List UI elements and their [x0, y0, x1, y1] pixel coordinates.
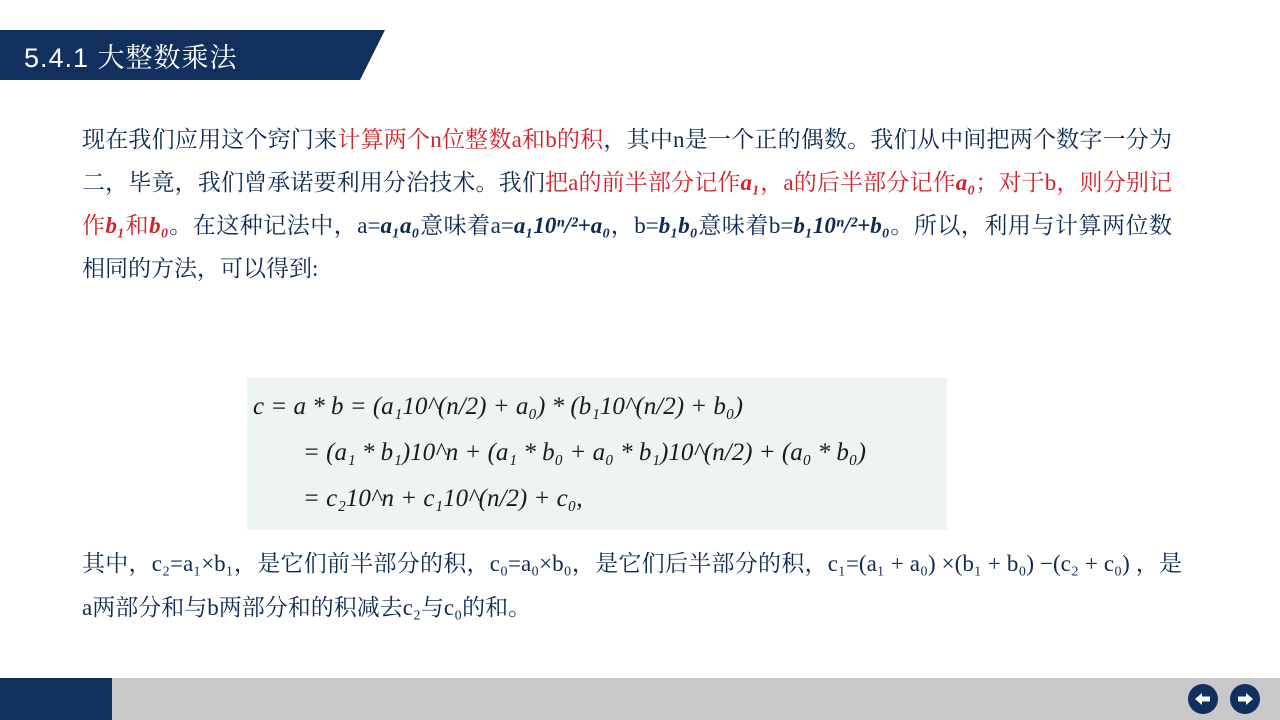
- text-seg-2-highlight: 计算两个n位整数a和b的积: [337, 127, 604, 152]
- var-b1b0: b₁b₀: [658, 213, 698, 238]
- expr-a: a₁10ⁿ/²+a₀: [513, 213, 611, 238]
- text-seg-7: ，b=: [610, 213, 659, 238]
- text-seg-4c-highlight: ；对于b，则分别记作: [82, 170, 1173, 238]
- var-b0-red: b₀: [149, 213, 169, 238]
- var-a0-red: a₀: [955, 170, 976, 195]
- formula-block: [247, 378, 947, 530]
- arrow-right-icon[interactable]: [1230, 684, 1260, 714]
- paragraph-top: [82, 118, 1172, 290]
- slide-title-banner: [0, 30, 360, 80]
- paragraph-bottom: 其中，c₂=a₁×b₁，是它们前半部分的积，c₀=a₀×b₀，是它们后半部分的积，c₁=(a₁ + a₀) ×(b₁ + b₀) −(c₂ + c₀) ，是a两部分和与b两部分和的积减去c₂与c₀的和。: [82, 551, 1182, 620]
- page-title: 5.4.1 大整数乘法: [24, 42, 238, 73]
- text-seg-1: 现在我们应用这个窍门来: [82, 127, 338, 152]
- text-seg-5: 。在这种记法中，a=: [168, 213, 381, 238]
- banner-corner-shape: [360, 30, 385, 80]
- var-a1a0: a₁a₀: [380, 213, 420, 238]
- expr-b: b₁10ⁿ/²+b₀: [793, 213, 890, 238]
- formula-line-1: c = a * b = (a₁10^(n/2) + a₀) * (b₁10^(n/2) + b₀): [253, 393, 743, 420]
- text-seg-8: 意味着b=: [697, 213, 794, 238]
- footer-bar: [0, 678, 1280, 720]
- text-seg-4a-highlight: 把a的前半部分记作: [544, 170, 741, 195]
- footer-accent-block: [0, 678, 112, 720]
- text-seg-4d-highlight: 和: [125, 213, 150, 238]
- formula-line-2: = (a₁ * b₁)10^n + (a₁ * b₀ + a₀ * b₁)10^(n/2) + (a₀ * b₀): [303, 439, 866, 466]
- text-seg-4b-highlight: ，a的后半部分记作: [760, 170, 956, 195]
- var-a1-red: a₁: [740, 170, 761, 195]
- text-seg-3: ，其中n是一个正的偶数。我们从中间把两个数字一分为二，毕竟，我们曾承诺要利用分治技术。我们: [82, 127, 1173, 195]
- text-seg-9: 。所以，利用与计算两位数相同的方法，可以得到:: [82, 213, 1173, 281]
- text-seg-6: 意味着a=: [419, 213, 514, 238]
- var-b1-red: b₁: [105, 213, 126, 238]
- arrow-left-icon[interactable]: [1188, 684, 1218, 714]
- formula-line-3: = c₂10^n + c₁10^(n/2) + c₀,: [303, 485, 583, 512]
